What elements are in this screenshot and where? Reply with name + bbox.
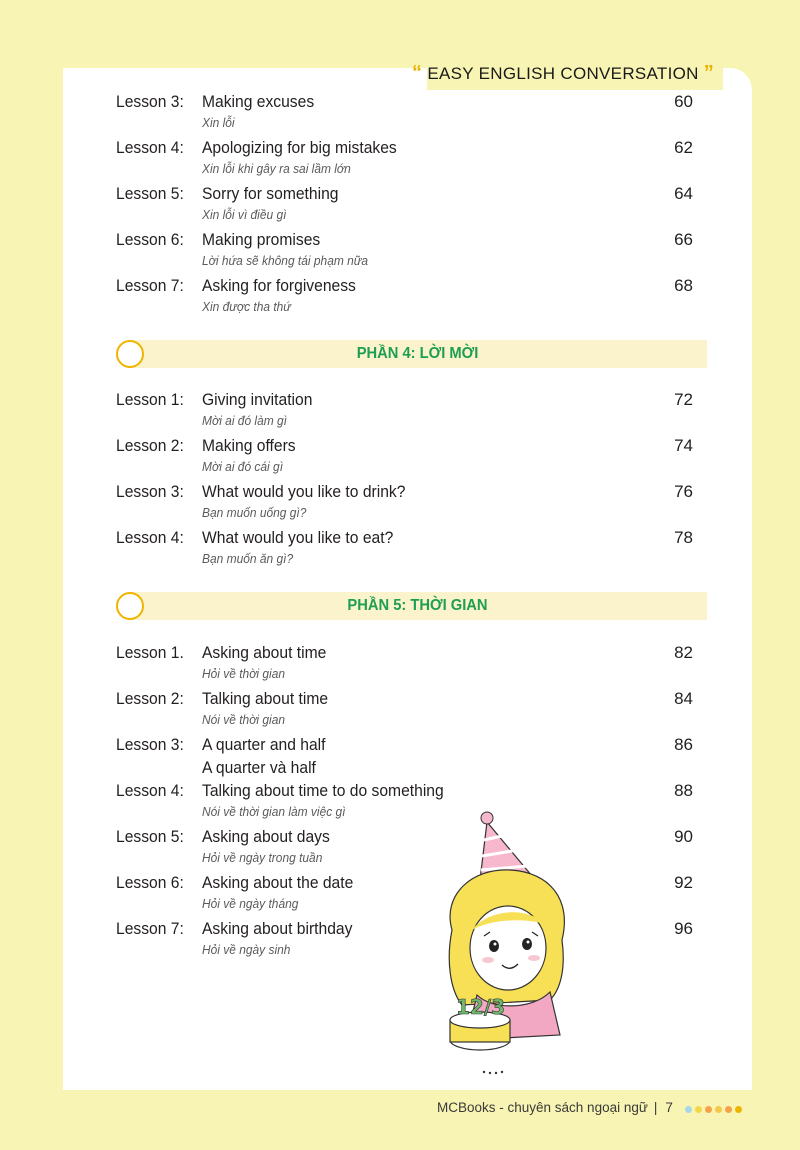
lesson-page: 86 [674,735,693,754]
lesson-subtitle: Hỏi về ngày trong tuần [202,850,323,865]
lesson-number: Lesson 5: [116,827,184,846]
section-circle-icon [116,592,144,620]
lesson-number: Lesson 3: [116,92,184,111]
lesson-title: Talking about time [202,689,329,708]
lesson-title: Talking about time to do something [202,781,444,800]
lesson-page: 92 [674,873,693,892]
decorative-dots [685,1106,742,1113]
close-quote: ” [703,62,715,84]
lesson-subtitle: Xin lỗi khi gây ra sai lầm lớn [202,161,351,176]
toc-entry[interactable] [0,138,800,184]
lesson-page: 88 [674,781,693,800]
toc-entry[interactable] [0,781,800,827]
lesson-page: 84 [674,689,693,708]
lesson-number: Lesson 7: [116,276,184,295]
lesson-page: 74 [674,436,693,455]
lesson-page: 82 [674,643,693,662]
lesson-subtitle: Bạn muốn ăn gì? [202,551,294,566]
lesson-subtitle: Xin lỗi vì điều gì [202,207,287,222]
lesson-number: Lesson 6: [116,230,184,249]
toc-entry[interactable] [0,230,800,276]
lesson-page: 96 [674,919,693,938]
toc-entry[interactable] [0,276,800,322]
lesson-subtitle: Hỏi về thời gian [202,666,286,681]
toc-entry[interactable] [0,735,800,781]
lesson-title: Asking about birthday [202,919,353,938]
lesson-number: Lesson 2: [116,436,184,455]
footer [437,1100,673,1115]
lesson-page: 76 [674,482,693,501]
lesson-page: 62 [674,138,693,157]
toc-entry[interactable] [0,643,800,689]
lesson-number: Lesson 4: [116,781,184,800]
publisher-text: MCBooks - chuyên sách ngoại ngữ [437,1100,648,1115]
lesson-number: Lesson 4: [116,528,184,547]
dot-icon [695,1106,702,1113]
lesson-subtitle: Xin được tha thứ [202,299,291,314]
dot-icon [715,1106,722,1113]
birthday-cake-icon [450,995,510,1050]
page-number: 7 [665,1100,673,1115]
lesson-subtitle: Mời ai đó cái gì [202,459,284,474]
lesson-title: What would you like to eat? [202,528,394,547]
lesson-page: 90 [674,827,693,846]
cake-label: 12/3 [456,995,506,1019]
lesson-page: 68 [674,276,693,295]
lesson-title: Asking for forgiveness [202,276,356,295]
lesson-title: Asking about days [202,827,330,846]
toc-entry[interactable] [0,482,800,528]
section-title[interactable]: PHẦN 4: LỜI MỜI [356,345,479,362]
lesson-subtitle: Lời hứa sẽ không tái phạm nữa [202,253,369,268]
footer-separator: | [653,1100,658,1115]
lesson-title: Sorry for something [202,184,339,203]
lesson-subtitle: Mời ai đó làm gì [202,413,287,428]
lesson-number: Lesson 1. [116,643,184,662]
dot-icon [685,1106,692,1113]
book-title [412,62,714,85]
lesson-number: Lesson 7: [116,919,184,938]
lesson-subtitle: Hỏi về ngày tháng [202,896,299,911]
toc-entry[interactable] [0,827,800,873]
open-quote: “ [412,62,423,84]
dot-icon [705,1106,712,1113]
lesson-title: Making promises [202,230,321,249]
lesson-page: 66 [674,230,693,249]
section-title[interactable]: PHẦN 5: THỜI GIAN [347,597,488,614]
lesson-number: Lesson 2: [116,689,184,708]
toc-entry[interactable] [0,390,800,436]
lesson-title: Making offers [202,436,296,455]
toc-entry[interactable] [0,689,800,735]
lesson-number: Lesson 1: [116,390,184,409]
lesson-page: 64 [674,184,693,203]
dot-icon [725,1106,732,1113]
lesson-page: 78 [674,528,693,547]
lesson-title: A quarter and half [202,735,326,754]
lesson-subtitle: Hỏi về ngày sinh [202,942,291,957]
lesson-number: Lesson 6: [116,873,184,892]
lesson-title: Asking about time [202,643,327,662]
lesson-subtitle: Nói về thời gian làm việc gì [202,804,346,819]
lesson-title: Making excuses [202,92,315,111]
lesson-number: Lesson 3: [116,735,184,754]
lesson-title: What would you like to drink? [202,482,406,501]
toc-entry[interactable] [0,436,800,482]
lesson-title: Apologizing for big mistakes [202,138,397,157]
lesson-subtitle: A quarter và half [202,758,316,777]
section-circle-icon [116,340,144,368]
toc-entry[interactable] [0,184,800,230]
lesson-page: 72 [674,390,693,409]
toc-entry[interactable] [0,528,800,574]
lesson-subtitle: Bạn muốn uống gì? [202,505,307,520]
lesson-subtitle: Xin lỗi [202,115,235,130]
toc-entry[interactable] [0,92,800,138]
lesson-number: Lesson 5: [116,184,184,203]
lesson-number: Lesson 3: [116,482,184,501]
toc-entry[interactable] [0,919,800,965]
lesson-title: Asking about the date [202,873,354,892]
lesson-title: Giving invitation [202,390,313,409]
lesson-page: 60 [674,92,693,111]
dot-icon [735,1106,742,1113]
book-title-text: EASY ENGLISH CONVERSATION [427,64,699,83]
toc-entry[interactable] [0,873,800,919]
lesson-subtitle: Nói về thời gian [202,712,286,727]
birthday-girl-illustration [432,800,572,1080]
lesson-number: Lesson 4: [116,138,184,157]
